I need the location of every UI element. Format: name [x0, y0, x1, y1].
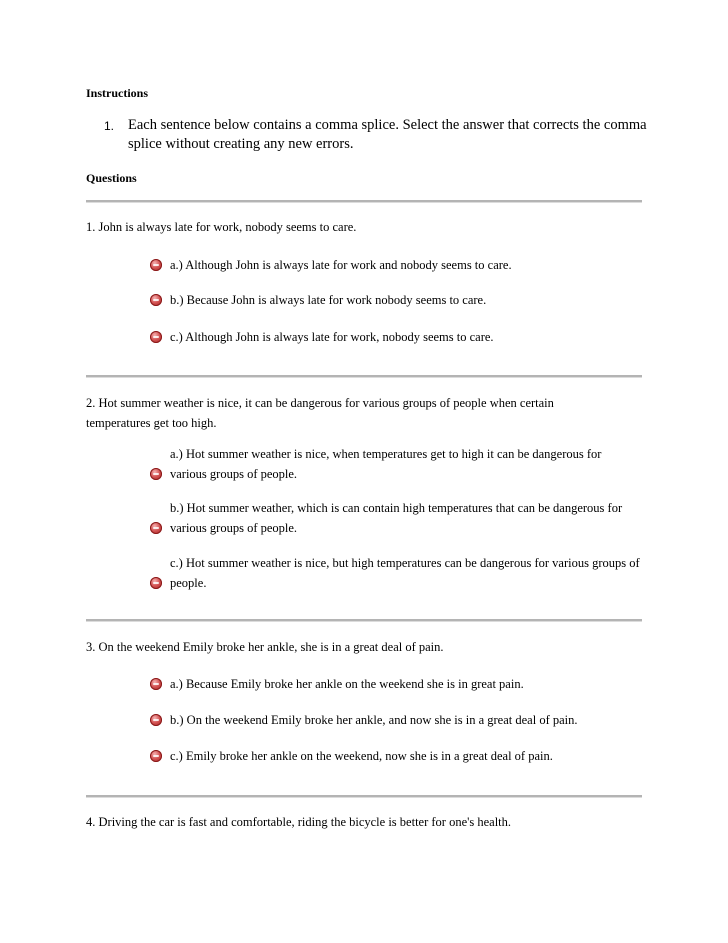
- answer-label: c.) Hot summer weather is nice, but high temperatures can be dangerous for various groups of people.: [170, 556, 640, 590]
- answer-label: a.) Because Emily broke her ankle on the weekend she is in great pain.: [170, 677, 524, 691]
- answer-label: b.) On the weekend Emily broke her ankle, and now she is in a great deal of pain.: [170, 713, 578, 727]
- radio-button-icon[interactable]: [150, 714, 162, 726]
- answer-option[interactable]: [150, 498, 640, 538]
- question-text: 2. Hot summer weather is nice, it can be dangerous for various groups of people when certain temperatures get too high.: [86, 396, 554, 430]
- answer-label: a.) Although John is always late for work and nobody seems to care.: [170, 258, 512, 272]
- instructions-heading: Instructions: [86, 86, 149, 100]
- questions-heading: Questions: [86, 171, 137, 185]
- radio-button-icon[interactable]: [150, 577, 162, 589]
- radio-button-icon[interactable]: [150, 468, 162, 480]
- radio-button-icon[interactable]: [150, 331, 162, 343]
- answer-option[interactable]: [150, 444, 640, 484]
- answer-option[interactable]: [150, 255, 640, 275]
- radio-button-icon[interactable]: [150, 750, 162, 762]
- answer-option[interactable]: [150, 290, 640, 310]
- radio-button-icon[interactable]: [150, 522, 162, 534]
- divider: [86, 200, 642, 203]
- answer-option[interactable]: [150, 746, 640, 766]
- radio-button-icon[interactable]: [150, 294, 162, 306]
- radio-button-icon[interactable]: [150, 259, 162, 271]
- answer-label: a.) Hot summer weather is nice, when temperatures get to high it can be dangerous for various groups of people.: [170, 447, 602, 481]
- answer-option[interactable]: [150, 327, 640, 347]
- answer-option[interactable]: [150, 674, 640, 694]
- radio-button-icon[interactable]: [150, 678, 162, 690]
- question-text: 3. On the weekend Emily broke her ankle, she is in a great deal of pain.: [86, 640, 444, 654]
- answer-label: b.) Hot summer weather, which is can contain high temperatures that can be dangerous for various groups of people.: [170, 501, 623, 535]
- instruction-number: 1.: [104, 119, 115, 133]
- instruction-text: Each sentence below contains a comma splice. Select the answer that corrects the comma splice without creating any new errors.: [128, 117, 647, 152]
- instruction-item: [104, 116, 656, 154]
- answer-option[interactable]: [150, 710, 640, 730]
- question-text: 4. Driving the car is fast and comfortable, riding the bicycle is better for one's health.: [86, 815, 512, 829]
- answer-option[interactable]: [150, 553, 640, 593]
- divider: [86, 375, 642, 378]
- answer-label: b.) Because John is always late for work nobody seems to care.: [170, 293, 487, 307]
- answer-label: c.) Emily broke her ankle on the weekend, now she is in a great deal of pain.: [170, 749, 553, 763]
- answer-label: c.) Although John is always late for work, nobody seems to care.: [170, 330, 494, 344]
- divider: [86, 619, 642, 622]
- divider: [86, 795, 642, 798]
- question-text: 1. John is always late for work, nobody seems to care.: [86, 220, 357, 234]
